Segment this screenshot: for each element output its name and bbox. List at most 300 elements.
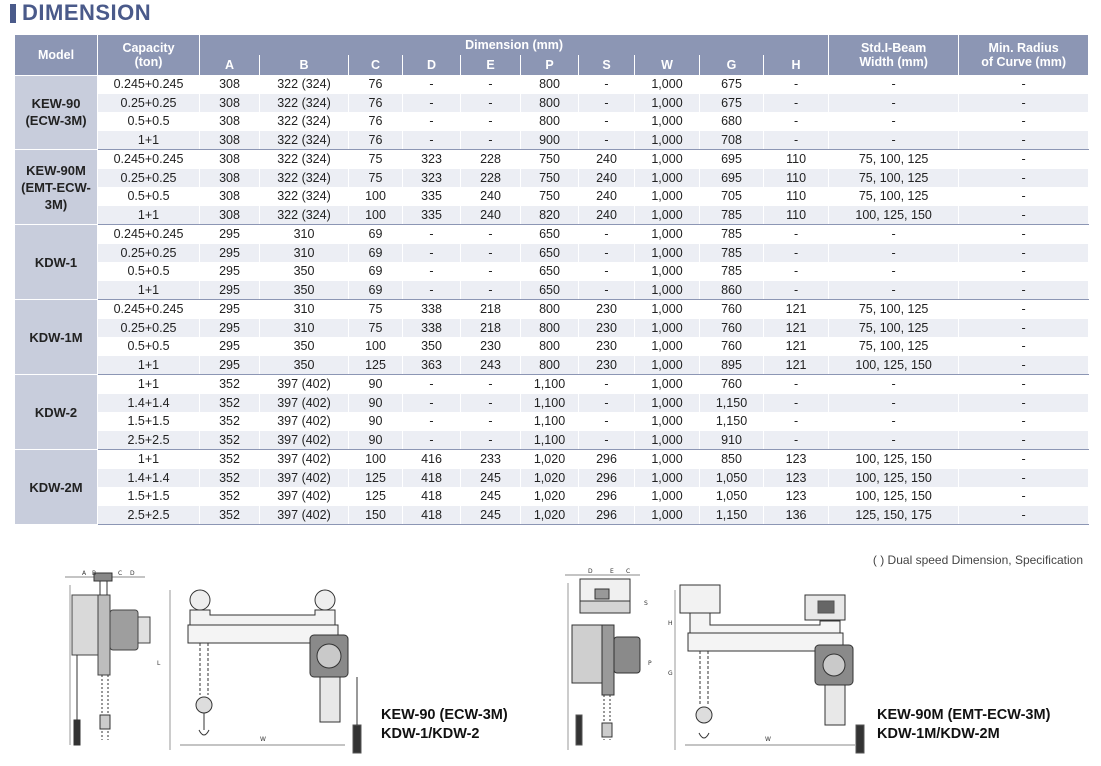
right-hoist-drawing (560, 565, 870, 760)
table-row (15, 75, 1089, 94)
cell-c: 69 (349, 244, 403, 263)
cell-beam-width: - (829, 131, 959, 150)
cell-min-radius: - (959, 450, 1089, 469)
cell-g: 895 (700, 356, 764, 375)
right-drawing-caption (877, 706, 1050, 744)
cell-capacity: 2.5+2.5 (98, 506, 200, 525)
cell-s: 240 (579, 169, 635, 188)
cell-e: - (461, 225, 521, 244)
cell-min-radius: - (959, 337, 1089, 356)
cell-g: 675 (700, 75, 764, 94)
cell-g: 760 (700, 337, 764, 356)
cell-g: 860 (700, 281, 764, 300)
header-min-radius: Min. Radius of Curve (mm) (959, 35, 1089, 75)
cell-e: 233 (461, 450, 521, 469)
cell-a: 352 (200, 412, 260, 431)
cell-c: 69 (349, 225, 403, 244)
cell-e: 230 (461, 337, 521, 356)
cell-a: 352 (200, 375, 260, 394)
cell-h: 123 (764, 487, 829, 506)
cell-s: - (579, 75, 635, 94)
cell-min-radius: - (959, 112, 1089, 131)
cell-b: 310 (260, 300, 349, 319)
cell-w: 1,000 (635, 394, 700, 413)
cell-h: - (764, 225, 829, 244)
cell-a: 308 (200, 169, 260, 188)
table-row (15, 262, 1089, 281)
cell-d: 363 (403, 356, 461, 375)
cell-s: 230 (579, 300, 635, 319)
cell-h: - (764, 262, 829, 281)
right-caption-line-1: KEW-90M (EMT-ECW-3M) (877, 707, 1051, 723)
cell-d: - (403, 412, 461, 431)
cell-h: 110 (764, 206, 829, 225)
cell-min-radius: - (959, 206, 1089, 225)
table-row (15, 112, 1089, 131)
cell-h: - (764, 244, 829, 263)
cell-min-radius: - (959, 356, 1089, 375)
cell-h: - (764, 112, 829, 131)
table-row (15, 431, 1089, 450)
cell-b: 310 (260, 225, 349, 244)
cell-a: 308 (200, 75, 260, 94)
cell-beam-width: 125, 150, 175 (829, 506, 959, 525)
cell-g: 785 (700, 244, 764, 263)
cell-min-radius: - (959, 506, 1089, 525)
cell-c: 125 (349, 487, 403, 506)
cell-w: 1,000 (635, 187, 700, 206)
cell-beam-width: 75, 100, 125 (829, 337, 959, 356)
cell-min-radius: - (959, 150, 1089, 169)
cell-g: 705 (700, 187, 764, 206)
cell-w: 1,000 (635, 112, 700, 131)
cell-capacity: 1.4+1.4 (98, 469, 200, 488)
cell-d: 335 (403, 206, 461, 225)
cell-c: 125 (349, 356, 403, 375)
cell-beam-width: 100, 125, 150 (829, 487, 959, 506)
cell-c: 150 (349, 506, 403, 525)
cell-h: 121 (764, 319, 829, 338)
cell-beam-width: - (829, 262, 959, 281)
table-row (15, 337, 1089, 356)
cell-s: - (579, 225, 635, 244)
cell-a: 295 (200, 356, 260, 375)
cell-b: 397 (402) (260, 450, 349, 469)
cell-p: 800 (521, 300, 579, 319)
cell-s: - (579, 375, 635, 394)
cell-beam-width: 75, 100, 125 (829, 169, 959, 188)
cell-g: 708 (700, 131, 764, 150)
table-row (15, 506, 1089, 525)
cell-g: 680 (700, 112, 764, 131)
cell-w: 1,000 (635, 337, 700, 356)
cell-d: 323 (403, 150, 461, 169)
table-row (15, 225, 1089, 244)
table-row (15, 487, 1089, 506)
model-cell: KDW-2M (15, 450, 98, 525)
header-dim-h: H (764, 55, 829, 75)
cell-d: - (403, 375, 461, 394)
cell-d: 418 (403, 506, 461, 525)
cell-s: - (579, 262, 635, 281)
cell-c: 90 (349, 375, 403, 394)
cell-w: 1,000 (635, 450, 700, 469)
cell-p: 750 (521, 169, 579, 188)
cell-c: 90 (349, 394, 403, 413)
table-row (15, 300, 1089, 319)
table-row (15, 469, 1089, 488)
header-dim-p: P (521, 55, 579, 75)
model-cell: KDW-1M (15, 300, 98, 375)
header-dim-c: C (349, 55, 403, 75)
cell-e: - (461, 94, 521, 113)
model-cell: KDW-1 (15, 225, 98, 300)
cell-a: 295 (200, 319, 260, 338)
drawing-label-d: D (130, 570, 135, 577)
cell-capacity: 1+1 (98, 131, 200, 150)
cell-g: 850 (700, 450, 764, 469)
cell-p: 1,020 (521, 450, 579, 469)
cell-p: 1,020 (521, 487, 579, 506)
cell-w: 1,000 (635, 169, 700, 188)
cell-beam-width: - (829, 75, 959, 94)
cell-d: - (403, 394, 461, 413)
cell-capacity: 1.4+1.4 (98, 394, 200, 413)
cell-s: - (579, 412, 635, 431)
cell-w: 1,000 (635, 225, 700, 244)
cell-b: 397 (402) (260, 487, 349, 506)
cell-capacity: 1.5+1.5 (98, 487, 200, 506)
cell-p: 800 (521, 112, 579, 131)
cell-c: 76 (349, 75, 403, 94)
cell-c: 75 (349, 169, 403, 188)
header-dim-e: E (461, 55, 521, 75)
cell-p: 650 (521, 244, 579, 263)
cell-p: 800 (521, 94, 579, 113)
cell-s: - (579, 94, 635, 113)
cell-e: 218 (461, 300, 521, 319)
header-dim-d: D (403, 55, 461, 75)
cell-w: 1,000 (635, 262, 700, 281)
cell-beam-width: - (829, 431, 959, 450)
header-dim-b: B (260, 55, 349, 75)
cell-p: 800 (521, 75, 579, 94)
table-row (15, 187, 1089, 206)
cell-h: 121 (764, 337, 829, 356)
cell-b: 350 (260, 337, 349, 356)
header-dimension: Dimension (mm) (200, 35, 829, 55)
table-row (15, 412, 1089, 431)
drawing-label-h: H (668, 620, 673, 627)
table-header (15, 35, 1089, 75)
cell-a: 308 (200, 94, 260, 113)
cell-p: 650 (521, 262, 579, 281)
cell-s: - (579, 394, 635, 413)
cell-h: 123 (764, 450, 829, 469)
cell-b: 397 (402) (260, 469, 349, 488)
cell-c: 75 (349, 319, 403, 338)
table-row (15, 394, 1089, 413)
cell-min-radius: - (959, 319, 1089, 338)
cell-capacity: 0.245+0.245 (98, 225, 200, 244)
cell-e: 218 (461, 319, 521, 338)
cell-beam-width: 100, 125, 150 (829, 356, 959, 375)
cell-p: 650 (521, 281, 579, 300)
cell-w: 1,000 (635, 487, 700, 506)
cell-w: 1,000 (635, 469, 700, 488)
cell-g: 1,050 (700, 487, 764, 506)
cell-min-radius: - (959, 431, 1089, 450)
dimension-table (14, 35, 1089, 525)
cell-a: 308 (200, 206, 260, 225)
footnote: ( ) Dual speed Dimension, Specification (872, 553, 1083, 567)
cell-d: 418 (403, 469, 461, 488)
cell-capacity: 0.5+0.5 (98, 112, 200, 131)
cell-d: 416 (403, 450, 461, 469)
cell-h: - (764, 131, 829, 150)
cell-a: 295 (200, 337, 260, 356)
cell-b: 322 (324) (260, 150, 349, 169)
header-dim-g: G (700, 55, 764, 75)
cell-a: 295 (200, 225, 260, 244)
cell-w: 1,000 (635, 300, 700, 319)
cell-c: 76 (349, 94, 403, 113)
cell-beam-width: - (829, 375, 959, 394)
cell-e: 243 (461, 356, 521, 375)
cell-min-radius: - (959, 94, 1089, 113)
cell-beam-width: - (829, 94, 959, 113)
heading-title: DIMENSION (22, 0, 152, 25)
cell-s: 296 (579, 450, 635, 469)
cell-h: - (764, 394, 829, 413)
cell-e: - (461, 412, 521, 431)
cell-min-radius: - (959, 375, 1089, 394)
cell-d: 338 (403, 319, 461, 338)
cell-c: 76 (349, 112, 403, 131)
cell-g: 760 (700, 300, 764, 319)
drawing-label-b: B (92, 570, 97, 577)
cell-min-radius: - (959, 75, 1089, 94)
cell-e: 228 (461, 150, 521, 169)
cell-min-radius: - (959, 394, 1089, 413)
cell-p: 820 (521, 206, 579, 225)
cell-capacity: 1+1 (98, 450, 200, 469)
cell-beam-width: - (829, 244, 959, 263)
cell-w: 1,000 (635, 412, 700, 431)
model-cell: KEW-90M (EMT-ECW-3M) (15, 150, 98, 225)
cell-b: 322 (324) (260, 169, 349, 188)
cell-beam-width: 75, 100, 125 (829, 150, 959, 169)
cell-e: - (461, 75, 521, 94)
cell-w: 1,000 (635, 356, 700, 375)
cell-capacity: 0.5+0.5 (98, 262, 200, 281)
cell-e: 228 (461, 169, 521, 188)
cell-s: 230 (579, 356, 635, 375)
cell-p: 1,100 (521, 412, 579, 431)
cell-a: 295 (200, 244, 260, 263)
cell-a: 352 (200, 506, 260, 525)
cell-a: 308 (200, 112, 260, 131)
cell-a: 295 (200, 300, 260, 319)
section-heading (10, 0, 151, 26)
table-row (15, 169, 1089, 188)
header-dim-s: S (579, 55, 635, 75)
cell-beam-width: - (829, 112, 959, 131)
cell-a: 352 (200, 431, 260, 450)
cell-capacity: 1+1 (98, 206, 200, 225)
cell-w: 1,000 (635, 319, 700, 338)
cell-b: 322 (324) (260, 75, 349, 94)
cell-e: 245 (461, 487, 521, 506)
cell-b: 350 (260, 262, 349, 281)
drawing-label-p: P (648, 660, 652, 667)
cell-p: 800 (521, 337, 579, 356)
table-row (15, 450, 1089, 469)
cell-a: 352 (200, 394, 260, 413)
cell-b: 322 (324) (260, 112, 349, 131)
cell-d: 323 (403, 169, 461, 188)
drawing-label-d: D (588, 568, 593, 575)
cell-d: - (403, 244, 461, 263)
cell-a: 352 (200, 469, 260, 488)
cell-a: 308 (200, 131, 260, 150)
table-row (15, 244, 1089, 263)
header-dim-w: W (635, 55, 700, 75)
drawing-label-l: L (157, 660, 161, 667)
cell-s: - (579, 431, 635, 450)
cell-capacity: 0.25+0.25 (98, 169, 200, 188)
cell-d: - (403, 75, 461, 94)
cell-capacity: 0.245+0.245 (98, 75, 200, 94)
cell-s: 296 (579, 506, 635, 525)
header-dim-a: A (200, 55, 260, 75)
cell-h: - (764, 94, 829, 113)
cell-s: 240 (579, 150, 635, 169)
cell-min-radius: - (959, 131, 1089, 150)
drawing-label-e: E (610, 568, 614, 575)
cell-capacity: 1+1 (98, 281, 200, 300)
cell-e: - (461, 244, 521, 263)
cell-p: 900 (521, 131, 579, 150)
cell-capacity: 0.25+0.25 (98, 94, 200, 113)
cell-d: - (403, 94, 461, 113)
cell-w: 1,000 (635, 75, 700, 94)
cell-d: 418 (403, 487, 461, 506)
cell-c: 125 (349, 469, 403, 488)
header-beam-width: Std.I-Beam Width (mm) (829, 35, 959, 75)
cell-w: 1,000 (635, 281, 700, 300)
cell-min-radius: - (959, 469, 1089, 488)
left-caption-line-1: KEW-90 (ECW-3M) (381, 707, 508, 723)
cell-e: - (461, 262, 521, 281)
cell-s: - (579, 281, 635, 300)
cell-s: 296 (579, 469, 635, 488)
cell-g: 785 (700, 262, 764, 281)
cell-g: 760 (700, 319, 764, 338)
cell-d: 338 (403, 300, 461, 319)
cell-e: 240 (461, 206, 521, 225)
cell-p: 750 (521, 187, 579, 206)
drawing-label-a: A (82, 570, 87, 577)
cell-c: 69 (349, 262, 403, 281)
cell-w: 1,000 (635, 131, 700, 150)
cell-b: 310 (260, 319, 349, 338)
left-caption-line-2: KDW-1/KDW-2 (381, 726, 480, 742)
cell-beam-width: - (829, 394, 959, 413)
cell-h: - (764, 412, 829, 431)
cell-a: 308 (200, 187, 260, 206)
model-cell: KEW-90 (ECW-3M) (15, 75, 98, 150)
cell-d: 350 (403, 337, 461, 356)
cell-w: 1,000 (635, 150, 700, 169)
cell-w: 1,000 (635, 206, 700, 225)
drawing-label-s: S (644, 600, 648, 607)
cell-a: 308 (200, 150, 260, 169)
cell-g: 675 (700, 94, 764, 113)
cell-g: 785 (700, 225, 764, 244)
cell-beam-width: - (829, 281, 959, 300)
heading-accent-bar (10, 4, 16, 23)
cell-b: 310 (260, 244, 349, 263)
cell-g: 1,150 (700, 506, 764, 525)
cell-h: 136 (764, 506, 829, 525)
cell-min-radius: - (959, 281, 1089, 300)
cell-b: 322 (324) (260, 206, 349, 225)
cell-c: 100 (349, 187, 403, 206)
cell-a: 352 (200, 450, 260, 469)
drawing-label-c: C (118, 570, 123, 577)
cell-capacity: 0.25+0.25 (98, 244, 200, 263)
cell-s: 240 (579, 206, 635, 225)
cell-capacity: 1+1 (98, 356, 200, 375)
cell-e: - (461, 394, 521, 413)
drawing-label-w: W (765, 736, 771, 743)
cell-c: 90 (349, 431, 403, 450)
cell-p: 800 (521, 356, 579, 375)
cell-capacity: 1.5+1.5 (98, 412, 200, 431)
cell-c: 75 (349, 300, 403, 319)
table-row (15, 356, 1089, 375)
cell-g: 910 (700, 431, 764, 450)
cell-w: 1,000 (635, 431, 700, 450)
cell-d: - (403, 262, 461, 281)
cell-s: 240 (579, 187, 635, 206)
cell-min-radius: - (959, 262, 1089, 281)
table-row (15, 131, 1089, 150)
cell-b: 322 (324) (260, 131, 349, 150)
cell-beam-width: 75, 100, 125 (829, 187, 959, 206)
cell-e: - (461, 281, 521, 300)
cell-c: 100 (349, 450, 403, 469)
cell-s: - (579, 131, 635, 150)
table-row (15, 94, 1089, 113)
cell-h: 110 (764, 187, 829, 206)
cell-capacity: 0.5+0.5 (98, 187, 200, 206)
cell-s: - (579, 112, 635, 131)
cell-d: 335 (403, 187, 461, 206)
table-row (15, 150, 1089, 169)
cell-b: 397 (402) (260, 431, 349, 450)
cell-beam-width: 100, 125, 150 (829, 450, 959, 469)
table-body (15, 75, 1089, 525)
cell-d: - (403, 225, 461, 244)
cell-p: 1,100 (521, 375, 579, 394)
left-hoist-drawing (60, 565, 380, 760)
cell-e: - (461, 431, 521, 450)
cell-p: 1,020 (521, 469, 579, 488)
cell-h: - (764, 281, 829, 300)
cell-c: 100 (349, 206, 403, 225)
